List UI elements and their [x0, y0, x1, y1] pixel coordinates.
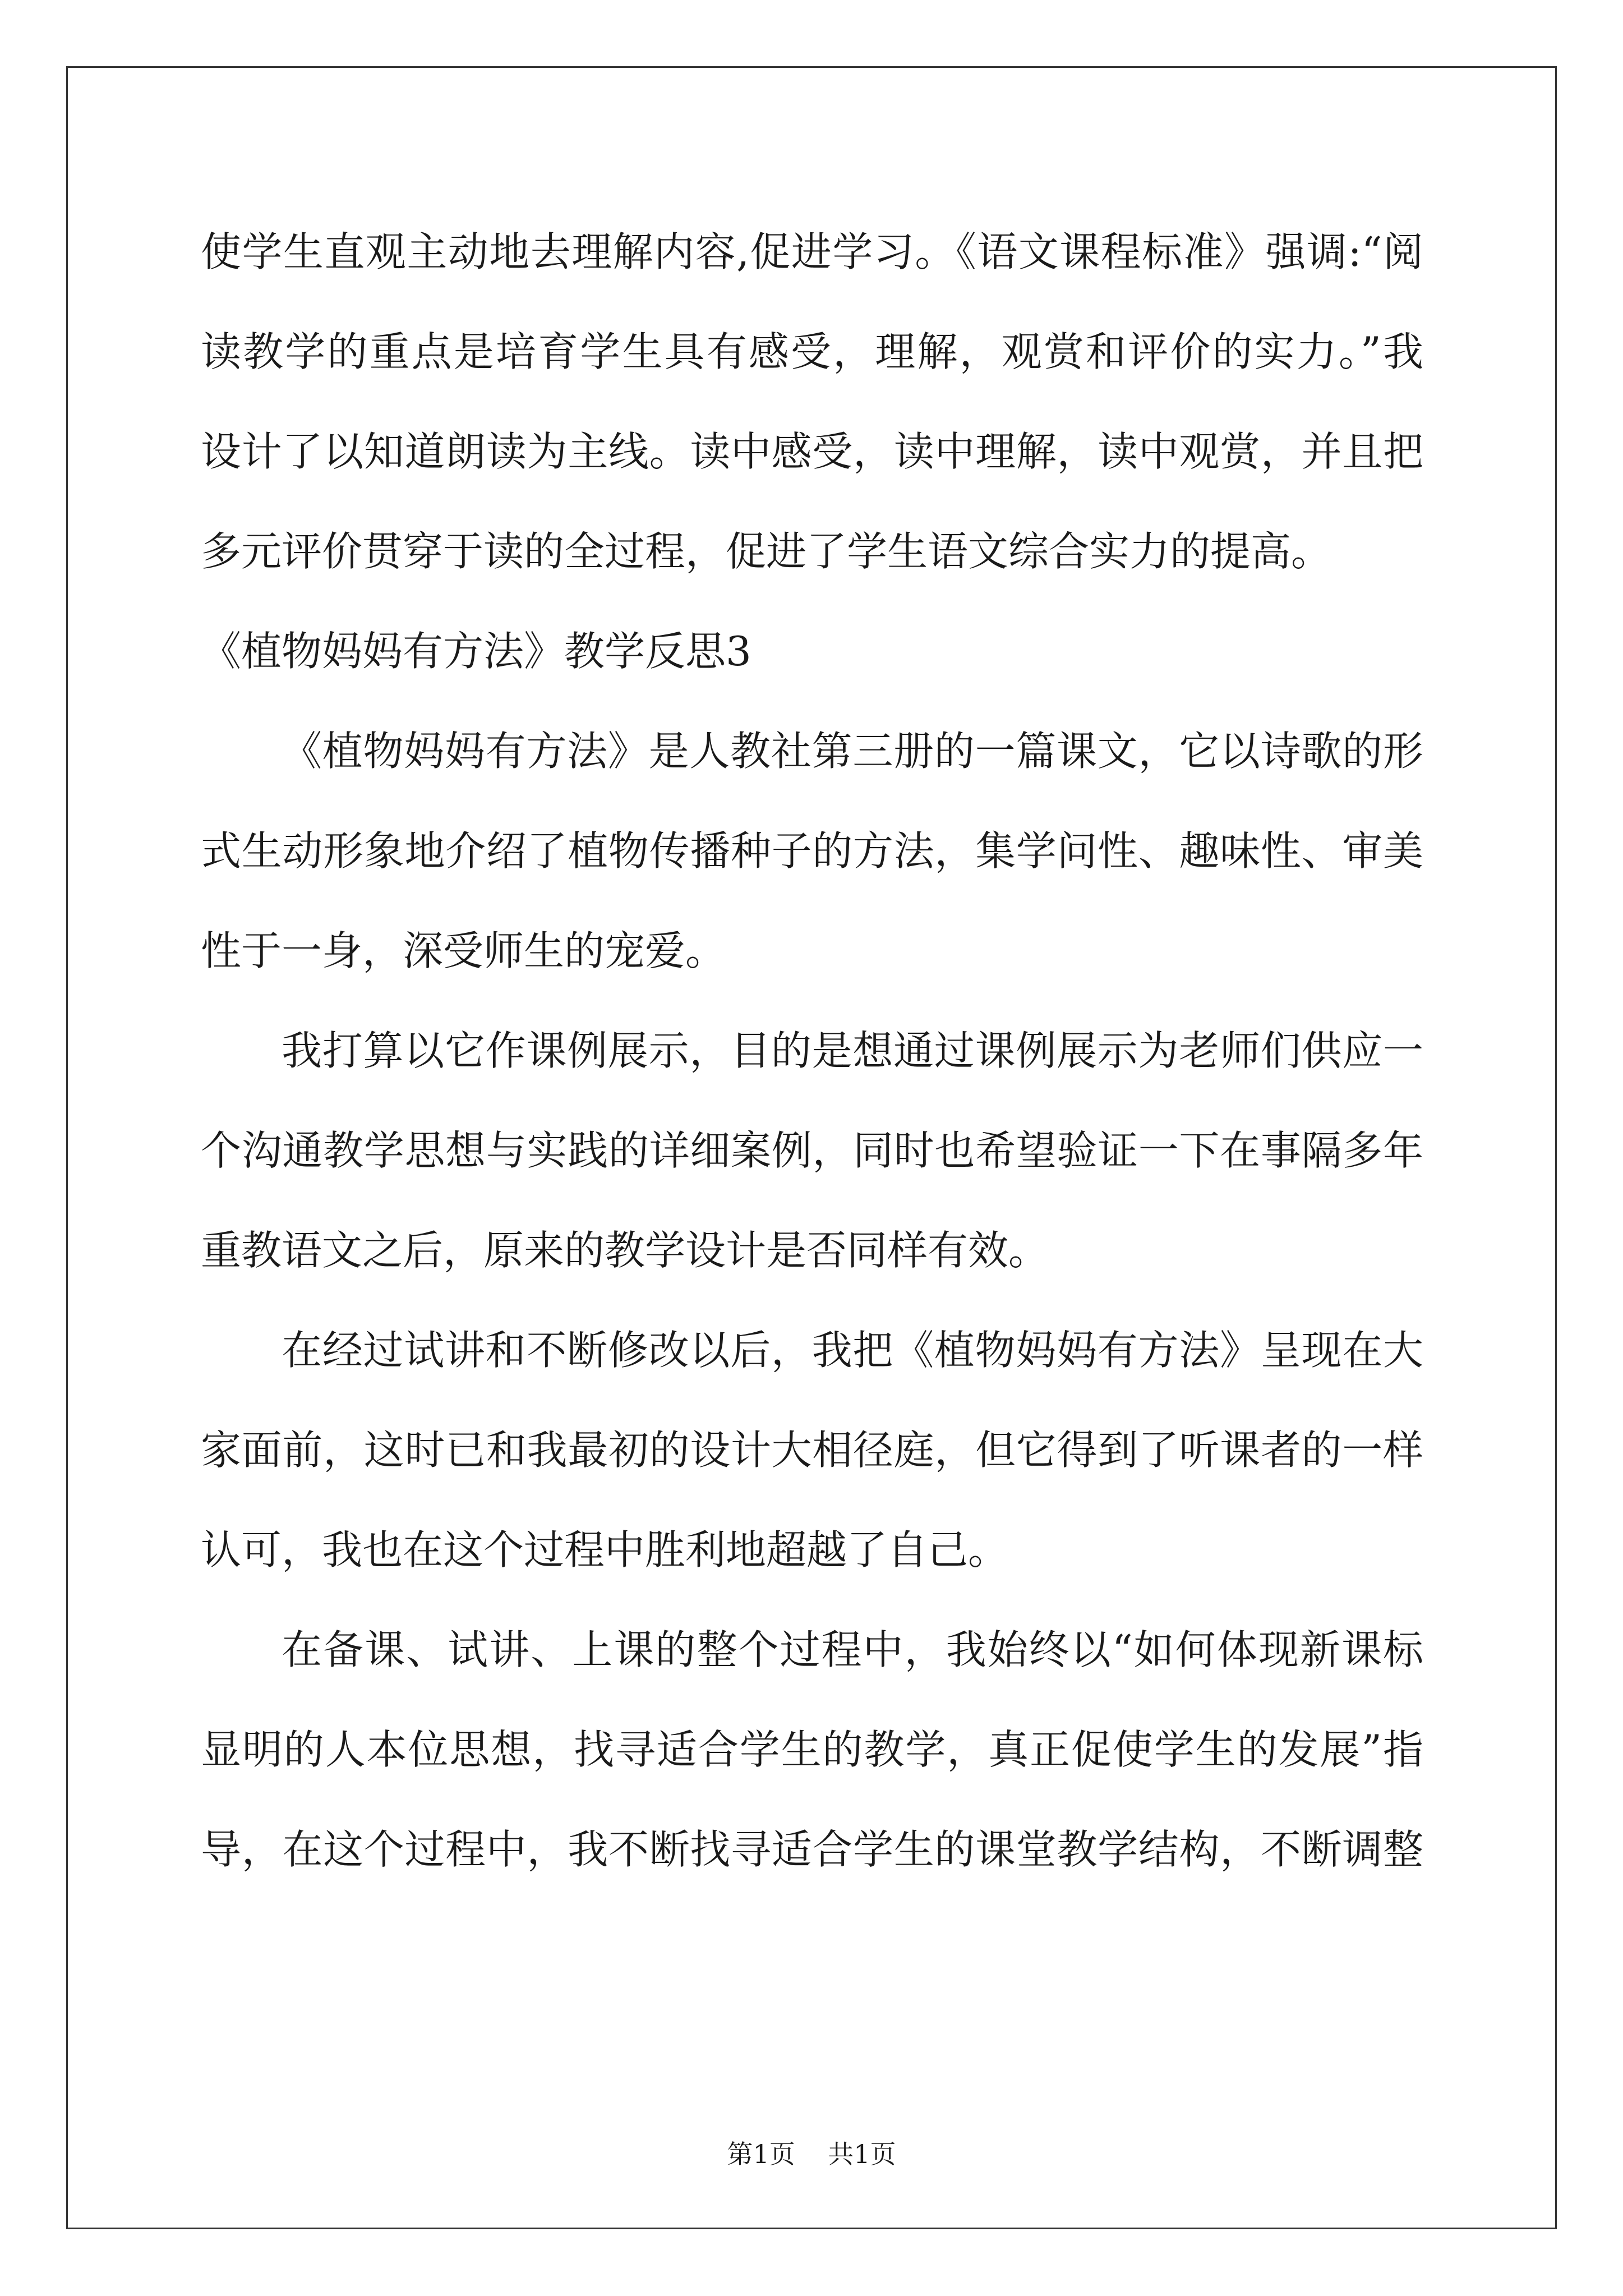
page-footer: [0, 2137, 1623, 2171]
paragraph-first-line: 我打算以它作课例展示，目的是想通过课例展示为老师们供应一: [282, 1027, 1423, 1074]
text-line: 式生动形象地介绍了植物传播种子的方法，集学问性、趣味性、审美: [201, 827, 1423, 875]
text-line: 认可，我也在这个过程中胜利地超越了自己。: [201, 1526, 1009, 1573]
paragraph-first-line: 《植物妈妈有方法》是人教社第三册的一篇课文，它以诗歌的形: [282, 728, 1423, 775]
text-line: 多元评价贯穿于读的全过程，促进了学生语文综合实力的提高。: [201, 528, 1332, 575]
paragraph-first-line: 在经过试讲和不断修改以后，我把《植物妈妈有方法》呈现在大: [282, 1327, 1423, 1374]
text-line: 个沟通教学思想与实践的详细案例，同时也希望验证一下在事隔多年: [201, 1127, 1423, 1174]
text-line: 使学生直观主动地去理解内容,促进学习。《语文课程标准》强调:“阅: [201, 228, 1423, 275]
paragraph-first-line: 在备课、试讲、上课的整个过程中，我始终以“如何体现新课标: [282, 1626, 1423, 1673]
text-line: 性于一身，深受师生的宠爱。: [201, 927, 726, 974]
text-line: 导，在这个过程中，我不断找寻适合学生的课堂教学结构，不断调整: [201, 1826, 1423, 1873]
page-total: 共1页: [828, 2139, 896, 2169]
text-line: 重教语文之后，原来的教学设计是否同样有效。: [201, 1227, 1049, 1274]
page-number: 第1页: [727, 2139, 795, 2169]
text-line: 设计了以知道朗读为主线。读中感受，读中理解，读中观赏，并且把: [201, 428, 1423, 475]
text-line: 显明的人本位思想，找寻适合学生的教学，真正促使学生的发展”指: [201, 1726, 1423, 1773]
document-body: [201, 202, 1423, 1899]
text-line: 家面前，这时已和我最初的设计大相径庭，但它得到了听课者的一样: [201, 1427, 1423, 1474]
section-heading: 《植物妈妈有方法》教学反思3: [201, 628, 751, 675]
text-line: 读教学的重点是培育学生具有感受，理解，观赏和评价的实力。”我: [201, 328, 1423, 375]
